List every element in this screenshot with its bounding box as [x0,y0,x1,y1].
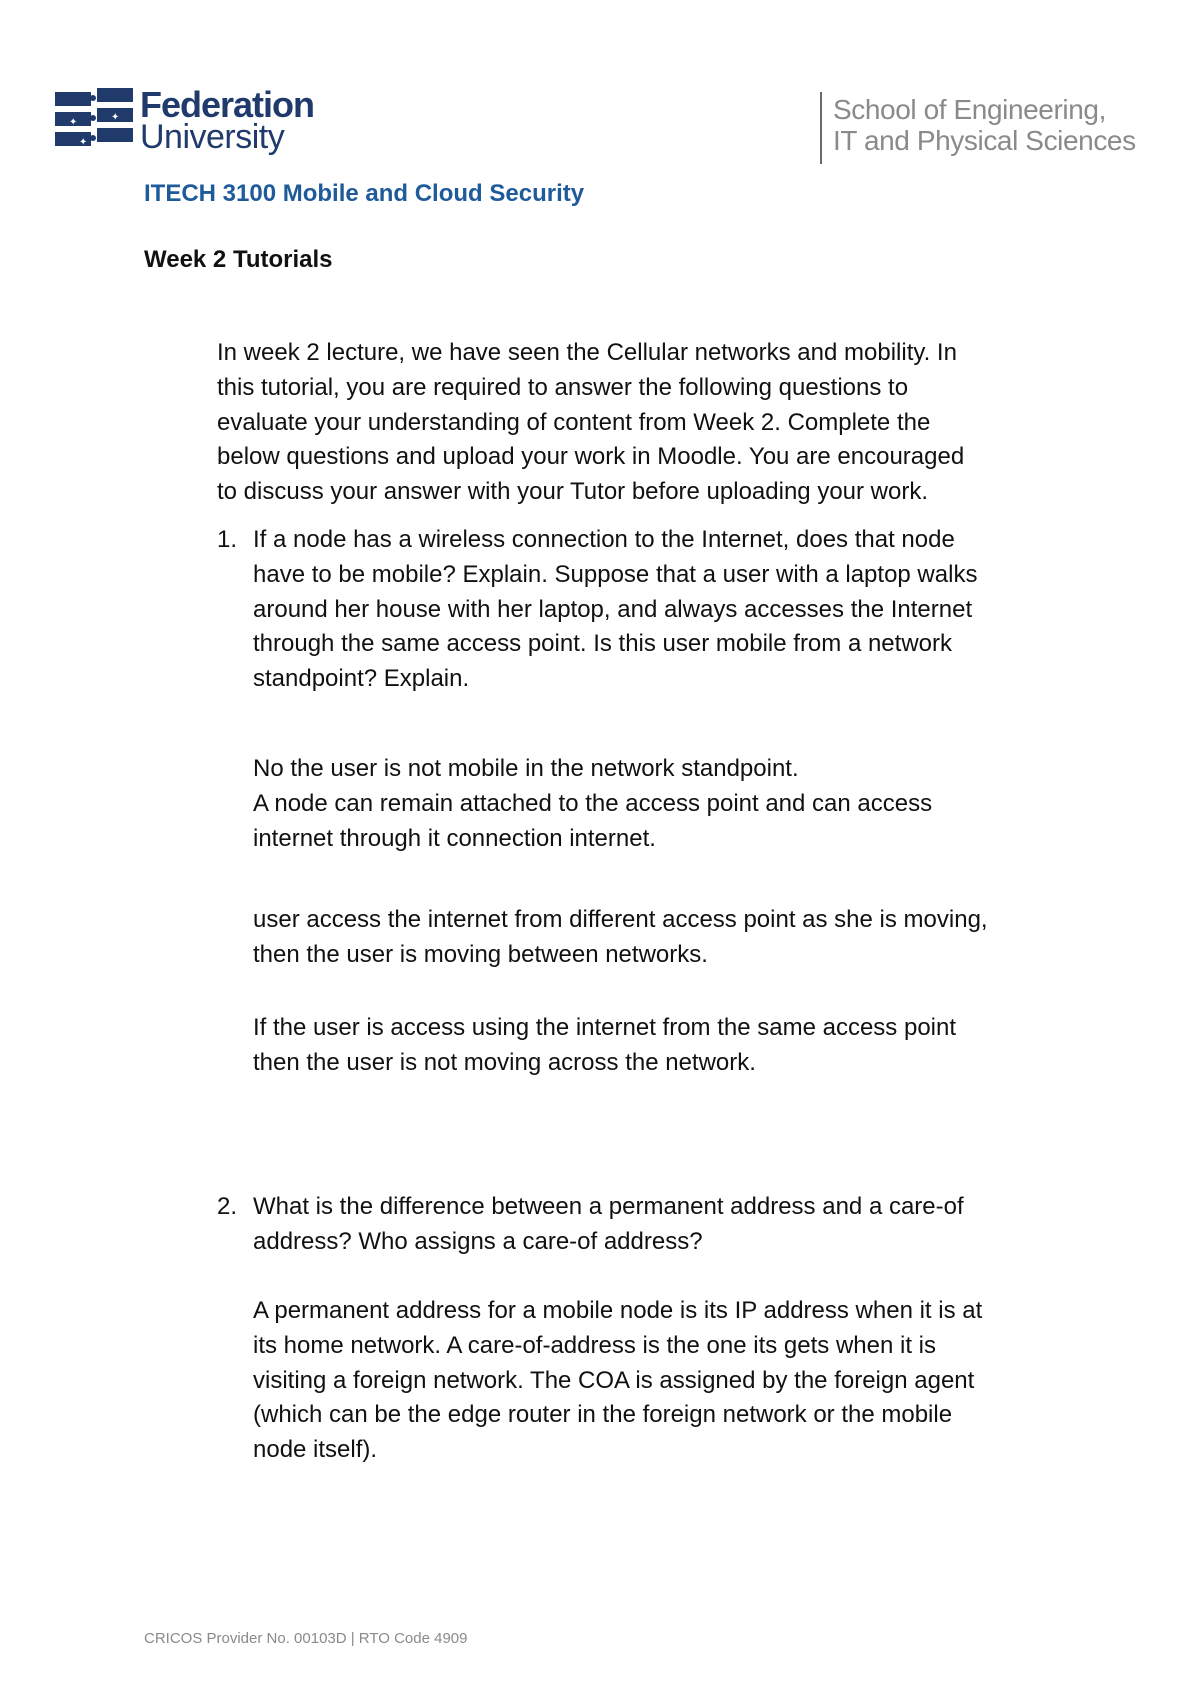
question-line: What is the difference between a permanent address and a care-of [253,1193,964,1220]
answer-line: (which can be the edge router in the foreign network or the mobile [253,1401,953,1429]
school-line-1: School of Engineering, [833,94,1106,125]
footer-provider-info: CRICOS Provider No. 00103D | RTO Code 4909 [144,1630,468,1647]
intro-line: this tutorial, you are required to answer the following questions to [217,373,909,401]
question-2-text [253,1190,1103,1260]
svg-text:✦: ✦ [69,117,78,128]
logo-word-federation: Federation [140,84,315,125]
logo-word-university: University [140,118,285,156]
answer-line: then the user is not moving across the network. [253,1048,756,1076]
answer-line: node itself). [253,1436,378,1464]
header-divider [820,92,822,164]
answer-line: its home network. A care-of-address is the one its gets when it is [253,1331,936,1359]
question-1-answer-block-1 [253,752,1103,856]
intro-line: below questions and upload your work in Moodle. You are encouraged [217,443,965,471]
question-line: have to be mobile? Explain. Suppose that a user with a laptop walks [253,560,978,588]
intro-line: evaluate your understanding of content from Week 2. Complete the [217,408,931,436]
answer-line: internet through it connection internet. [253,824,656,852]
svg-text:✦: ✦ [79,137,88,148]
school-line-2: IT and Physical Sciences [833,125,1136,156]
course-title: ITECH 3100 Mobile and Cloud Security [144,180,585,207]
question-1-answer-block-2 [253,903,1103,973]
question-line: address? Who assigns a care-of address? [253,1227,703,1255]
question-2-number: 2. [217,1193,238,1220]
svg-text:✦: ✦ [111,112,120,123]
question-line: If a node has a wireless connection to the Internet, does that node [253,526,955,553]
question-1-text [253,523,1103,697]
answer-line: A permanent address for a mobile node is its IP address when it is at [253,1297,983,1324]
question-line: around her house with her laptop, and always accesses the Internet [253,595,973,623]
question-1-answer-block-3 [253,1011,1103,1081]
federation-university-logo [55,84,325,158]
intro-line: to discuss your answer with your Tutor before uploading your work. [217,478,929,506]
question-1-number: 1. [217,526,238,553]
intro-line: In week 2 lecture, we have seen the Cellular networks and mobility. In [217,339,957,366]
question-line: through the same access point. Is this user mobile from a network [253,630,952,658]
school-name [833,94,1136,156]
answer-line: No the user is not mobile in the network standpoint. [253,755,799,782]
answer-line: visiting a foreign network. The COA is assigned by the foreign agent [253,1366,975,1394]
question-line: standpoint? Explain. [253,665,470,693]
answer-line: then the user is moving between networks. [253,940,708,968]
federation-flag-icon [55,88,135,154]
week-title: Week 2 Tutorials [144,246,333,273]
intro-paragraph [217,336,1087,510]
answer-line: A node can remain attached to the access point and can access [253,789,933,817]
question-2-answer-block-1 [253,1294,1103,1468]
answer-line: If the user is access using the internet from the same access point [253,1014,957,1041]
answer-line: user access the internet from different access point as she is moving, [253,906,988,933]
